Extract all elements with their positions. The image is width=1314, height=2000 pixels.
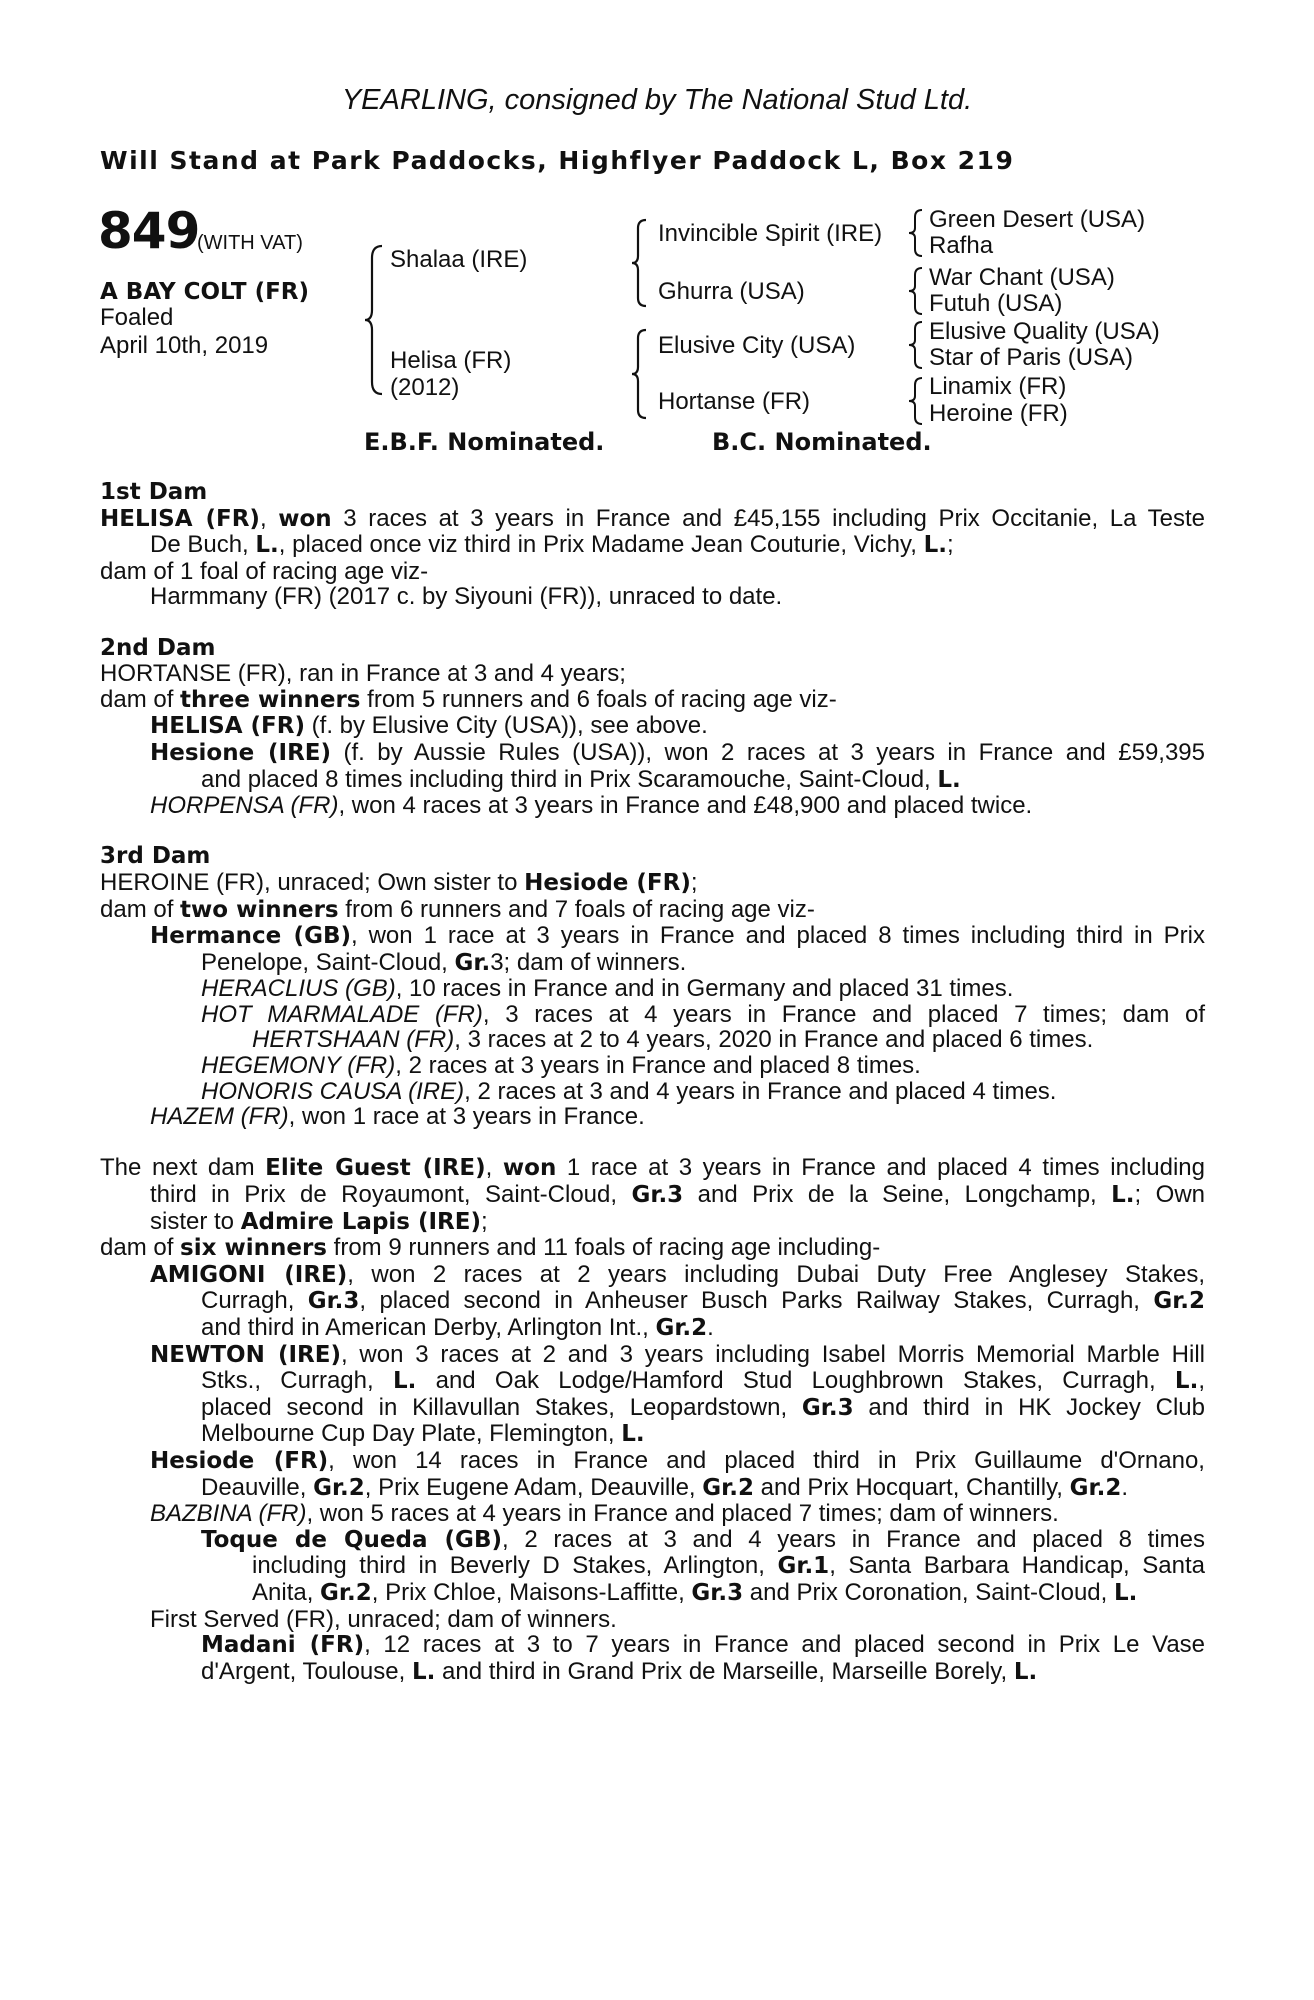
next-dam-line (100, 1475, 1205, 1502)
pedigree-dd-sire: Linamix (FR) (929, 373, 1067, 400)
spacer (100, 610, 1205, 636)
grade: Gr.2 (313, 1474, 365, 1501)
second-dam-line (100, 740, 1205, 767)
third-dam-line (100, 1027, 1205, 1053)
third-dam-line (100, 923, 1205, 950)
ss-brace (906, 208, 926, 258)
text: . (707, 1314, 714, 1341)
text: Curragh, (201, 1287, 308, 1315)
text: , 3 races at 2 to 4 years, 2020 in France and placed 6 times. (454, 1026, 1094, 1054)
horse-name: HAZEM (FR) (150, 1103, 289, 1131)
text: and placed 8 times including third in Prix Scaramouche, Saint-Cloud, (201, 765, 938, 793)
text: dam of (100, 685, 181, 713)
second-dam-line (100, 687, 1205, 714)
next-dam-line (100, 1209, 1205, 1236)
text: and third in Grand Prix de Marseille, Marseille Borely, (435, 1657, 1014, 1685)
text: and Oak Lodge/Hamford Stud Loughbrown Stakes, Curragh, (416, 1367, 1175, 1395)
second-dam-line (100, 767, 1205, 794)
winners-count: three winners (180, 686, 361, 713)
grade: L. (392, 1368, 417, 1395)
text: 3; dam of winners. (490, 948, 687, 976)
horse-name: HELISA (FR) (150, 713, 305, 740)
pedigree-sd-dam: Futuh (USA) (929, 290, 1063, 317)
first-dam-line: Harmmany (FR) (2017 c. by Siyouni (FR)), unraced to date. (150, 583, 783, 611)
text: from 5 runners and 6 foals of racing age viz- (360, 685, 837, 713)
horse-name: Hesione (IRE) (150, 739, 332, 766)
third-dam-heading: 3rd Dam (100, 843, 211, 870)
pedigree-sd-sire: War Chant (USA) (929, 264, 1115, 291)
next-dam-line: The next dam Elite Guest (IRE), won 1 race at 3 years in France and placed 4 times including (100, 1154, 1205, 1182)
third-dam-line (100, 1053, 1205, 1079)
text: , 10 races in France and in Germany and placed 31 times. (395, 975, 1014, 1003)
next-dam-line (100, 1395, 1205, 1422)
pedigree-dam-dam: Hortanse (FR) (658, 388, 811, 415)
spacer (100, 819, 1205, 845)
third-dam-line (100, 1104, 1205, 1130)
grade: L. (411, 1658, 436, 1685)
text: , won 5 races at 4 years in France and placed 7 times; dam of winners. (306, 1500, 1059, 1528)
text: d'Argent, Toulouse, (201, 1657, 412, 1685)
text: De Buch, (150, 531, 256, 559)
text: , Prix Chloe, Maisons-Laffitte, (371, 1578, 692, 1606)
next-dam-line (100, 1659, 1205, 1686)
horse-name: HONORIS CAUSA (IRE) (201, 1077, 465, 1105)
third-dam-line (100, 950, 1205, 977)
vat-note: (WITH VAT) (197, 232, 303, 254)
pedigree-sire: Shalaa (IRE) (390, 246, 528, 273)
ds-brace (906, 320, 926, 370)
text: Penelope, Saint-Cloud, (201, 948, 455, 976)
grade: Gr.3 (691, 1579, 744, 1606)
pedigree-sire-sire: Invincible Spirit (IRE) (658, 220, 883, 247)
text: Anita, (252, 1578, 321, 1606)
third-dam-line (100, 976, 1205, 1002)
grade: Gr.3 (307, 1288, 360, 1315)
text: , (1198, 1367, 1205, 1395)
next-dam-line (100, 1342, 1205, 1369)
dd-brace (906, 376, 926, 426)
text: , placed second in Anheuser Busch Parks Railway Stakes, Curragh, (359, 1287, 1154, 1315)
text: ; Own (1134, 1181, 1205, 1209)
produce-record (100, 480, 1205, 1685)
text: Melbourne Cup Day Plate, Flemington, (201, 1420, 622, 1448)
text: ; (481, 1207, 488, 1235)
text: , won 14 races in France and placed third in Prix Guillaume d'Ornano, (328, 1446, 1205, 1474)
pedigree-ds-dam: Star of Paris (USA) (929, 344, 1134, 371)
won-label: won (502, 1155, 557, 1182)
sire-brace (630, 218, 652, 308)
grade: L. (621, 1421, 645, 1448)
grade: L. (1174, 1368, 1199, 1395)
text: , 2 races at 3 and 4 years in France and placed 4 times. (464, 1077, 1057, 1105)
pedigree-ds-sire: Elusive Quality (USA) (929, 318, 1160, 345)
pedigree-ss-sire: Green Desert (USA) (929, 206, 1146, 233)
text: third in Prix de Royaumont, Saint-Cloud, (150, 1181, 632, 1209)
next-dam-line (100, 1421, 1205, 1448)
pedigree-sire-dam: Ghurra (USA) (658, 278, 805, 305)
won-label: won (278, 505, 332, 532)
horse-name: Hesiode (FR) (150, 1447, 329, 1474)
text: , 2 races at 3 years in France and placed 8 times. (395, 1052, 921, 1080)
horse-name: BAZBINA (FR) (150, 1500, 307, 1528)
text: ; (690, 868, 698, 896)
text: from 6 runners and 7 foals of racing age viz- (338, 895, 815, 923)
first-dam-heading: 1st Dam (100, 479, 208, 505)
next-dam-line (100, 1448, 1205, 1475)
next-dam-line (100, 1580, 1205, 1607)
text: ; (946, 531, 954, 559)
text: Stks., Curragh, (201, 1367, 393, 1395)
grade: Gr.2 (655, 1315, 708, 1341)
text: , placed once viz third in Prix Madame Jean Couturie, Vichy, (278, 531, 924, 559)
text: placed second in Killavullan Stakes, Leopardstown, (201, 1393, 802, 1421)
next-dam-line (100, 1632, 1205, 1659)
text: and third in HK Jockey Club (853, 1393, 1206, 1421)
third-dam-line (100, 870, 1205, 897)
horse-name: Hesiode (FR) (524, 869, 691, 896)
grade: L. (1111, 1182, 1135, 1209)
horse-name: HEGEMONY (FR) (201, 1052, 396, 1080)
third-dam-line (100, 1002, 1205, 1028)
next-dam-line (100, 1315, 1205, 1342)
horse-name: HORPENSA (FR) (150, 792, 339, 820)
first-dam-line: HELISA (FR), won 3 races at 3 years in France and £45,155 including Prix Occitanie, La Teste (100, 504, 1206, 532)
horse-name: Elite Guest (IRE) (265, 1155, 486, 1182)
text: , won 3 races at 2 and 3 years including Isabel Morris Memorial Marble Hill (340, 1340, 1205, 1368)
text: Deauville, (201, 1473, 314, 1501)
spacer (100, 1130, 1205, 1156)
text: , 2 races at 3 and 4 years in France and placed 8 times (501, 1525, 1205, 1553)
text: from 9 runners and 11 foals of racing age including- (326, 1234, 881, 1262)
grade: Gr.3 (631, 1182, 684, 1209)
text: (f. by Elusive City (USA)), see above. (305, 712, 708, 740)
first-dam-line: dam of 1 foal of racing age viz- (100, 557, 429, 585)
bc-nominated: B.C. Nominated. (712, 428, 932, 456)
second-dam-heading: 2nd Dam (100, 634, 216, 661)
next-dam-line (100, 1368, 1205, 1395)
pedigree-ss-dam: Rafha (929, 232, 994, 259)
grade: Gr.2 (1153, 1288, 1205, 1315)
grade: Gr.2 (320, 1579, 372, 1606)
text: . (1121, 1473, 1129, 1501)
grade: L. (923, 532, 947, 559)
horse-name: Madani (FR) (201, 1632, 365, 1659)
next-dam-line (100, 1553, 1205, 1580)
next-dam-line: First Served (FR), unraced; dam of winners. (150, 1605, 617, 1633)
next-dam-line (100, 1288, 1205, 1315)
next-dam-line (100, 1235, 1205, 1262)
third-dam-line (100, 1079, 1205, 1105)
text: sister to (150, 1207, 241, 1235)
text: dam of (100, 1234, 181, 1262)
text: , 3 races at 4 years in France and placed 7 times; dam of (482, 1000, 1206, 1028)
next-dam-line (100, 1262, 1205, 1289)
horse-name: NEWTON (IRE) (150, 1341, 341, 1368)
dam-name: HELISA (FR) (100, 505, 260, 532)
foaled-date: April 10th, 2019 (100, 332, 269, 359)
grade: L. (1013, 1658, 1038, 1685)
text: , won 1 race at 3 years in France. (288, 1103, 645, 1131)
horse-name: Admire Lapis (IRE) (240, 1208, 481, 1235)
text: , won 1 race at 3 years in France and placed 8 times including third in Prix (351, 922, 1205, 950)
grade: Gr.2 (702, 1474, 754, 1501)
grade: L. (255, 532, 279, 559)
horse-name: HOT MARMALADE (FR) (201, 1000, 483, 1028)
text: and Prix Coronation, Saint-Cloud, (743, 1578, 1114, 1606)
text: (f. by Aussie Rules (USA)), won 2 races at 3 years in France and £59,395 (331, 738, 1205, 766)
horse-name: Toque de Queda (GB) (201, 1526, 502, 1553)
pedigree-dam-year: (2012) (390, 374, 460, 401)
text: , 12 races at 3 to 7 years in France and placed second in Prix Le Vase (364, 1631, 1206, 1659)
second-dam-line (100, 793, 1205, 819)
lot-number: 849 (98, 202, 200, 260)
text: 1 race at 3 years in France and placed 4 times including (556, 1154, 1205, 1182)
horse-name: AMIGONI (IRE) (150, 1261, 348, 1288)
text: , Santa Barbara Handicap, Santa (829, 1552, 1205, 1580)
sd-brace (906, 266, 926, 316)
next-dam-line (100, 1182, 1205, 1209)
text: The next dam (100, 1154, 266, 1182)
next-dam-line (100, 1527, 1205, 1554)
horse-name: HERACLIUS (GB) (201, 975, 396, 1003)
grade: L. (1113, 1579, 1138, 1606)
dam-brace (630, 328, 652, 420)
pedigree-dam: Helisa (FR) (390, 347, 512, 374)
first-dam-line (100, 532, 1205, 559)
winners-count: two winners (180, 896, 339, 923)
horse-name: HERTSHAAN (FR) (252, 1026, 455, 1054)
text: dam of (100, 895, 181, 923)
second-dam-line (100, 713, 1205, 740)
ebf-nominated: E.B.F. Nominated. (364, 428, 605, 456)
text: , won 2 races at 2 years including Dubai Duty Free Anglesey Stakes, (347, 1260, 1205, 1288)
third-dam-line (100, 897, 1205, 924)
pedigree-dd-dam: Heroine (FR) (929, 400, 1068, 427)
winners-count: six winners (180, 1235, 327, 1262)
text: including third in Beverly D Stakes, Arlington, (252, 1552, 778, 1580)
grade: Gr. (454, 949, 491, 976)
pedigree-dam-sire: Elusive City (USA) (658, 332, 856, 359)
text: 3 races at 3 years in France and £45,155 including Prix Occitanie, La Teste (331, 504, 1206, 532)
horse-description: A BAY COLT (FR) (100, 279, 310, 305)
next-dam-line (100, 1501, 1205, 1527)
text: and Prix Hocquart, Chantilly, (753, 1473, 1070, 1501)
grade: Gr.2 (1069, 1474, 1122, 1501)
text: and third in American Derby, Arlington Int., (201, 1314, 656, 1341)
sire-dam-brace (364, 244, 388, 396)
horse-name: Hermance (GB) (150, 923, 351, 950)
grade: L. (937, 766, 961, 793)
text: and Prix de la Seine, Longchamp, (683, 1181, 1112, 1209)
text: HEROINE (FR), unraced; Own sister to (100, 868, 525, 896)
grade: Gr.3 (801, 1394, 854, 1421)
consignor-line: YEARLING, consigned by The National Stud Ltd. (341, 84, 973, 116)
text: , won 4 races at 3 years in France and £48,900 and placed twice. (338, 792, 1033, 820)
foaled-label: Foaled (100, 304, 174, 331)
stand-location: Will Stand at Park Paddocks, Highflyer Paddock L, Box 219 (100, 146, 1015, 175)
text: , Prix Eugene Adam, Deauville, (364, 1473, 703, 1501)
grade: Gr.1 (777, 1553, 830, 1580)
second-dam-line: HORTANSE (FR), ran in France at 3 and 4 years; (100, 660, 626, 688)
